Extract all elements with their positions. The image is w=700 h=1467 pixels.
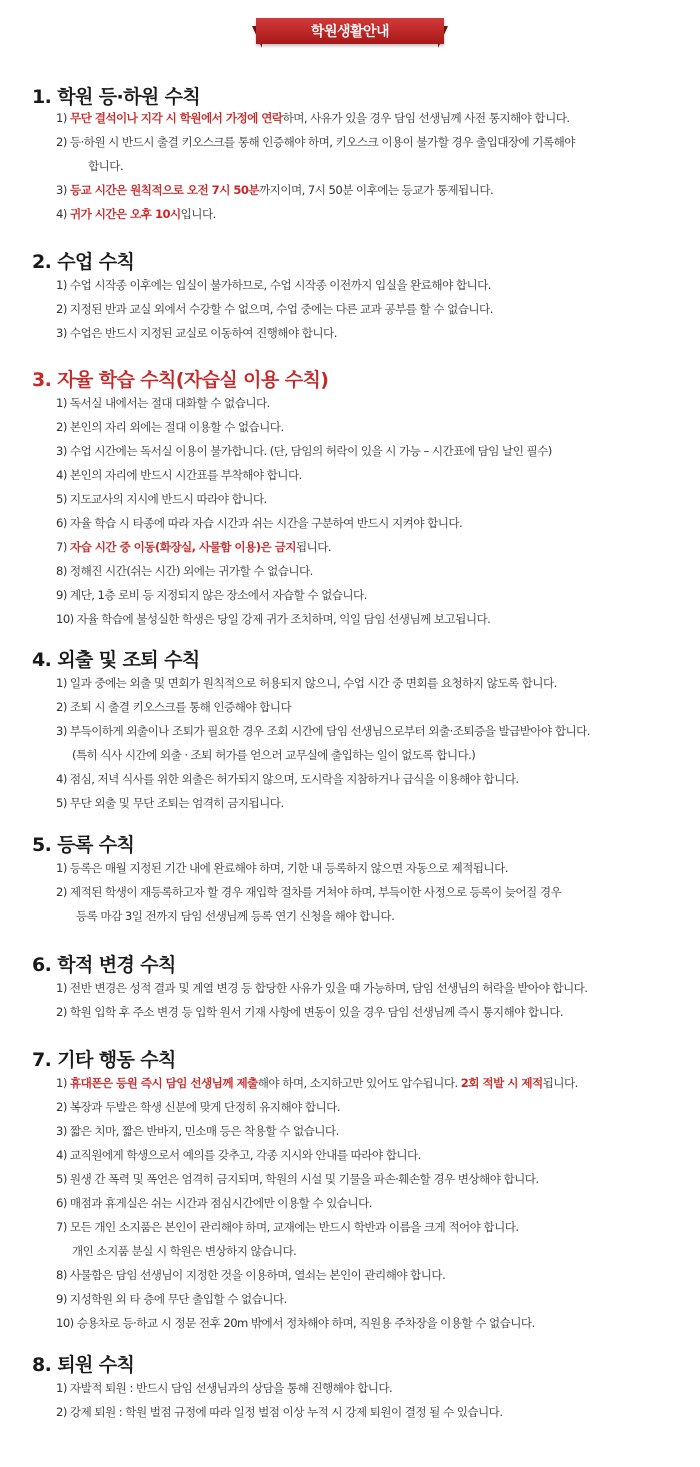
rule-item: 1) 전반 변경은 성적 결과 및 계열 변경 등 합당한 사유가 있을 때 가능하며, 담임 선생님의 허락을 받아야 합니다.: [56, 981, 588, 995]
rule-item: 2) 강제 퇴원 : 학원 벌점 규정에 따라 일정 벌점 이상 누적 시 강제 퇴원이 결정 될 수 있습니다.: [56, 1405, 503, 1419]
section-title: 6. 학적 변경 수칙: [32, 954, 176, 976]
rule-item: 6) 매점과 휴게실은 쉬는 시간과 점심시간에만 이용할 수 있습니다.: [56, 1196, 372, 1210]
rule-rest: 됩니다.: [295, 540, 331, 554]
rule-item-continued: 개인 소지품 분실 시 학원은 변상하지 않습니다.: [72, 1244, 297, 1258]
rule-item: 2) 학원 입학 후 주소 변경 등 입학 원서 기재 사항에 변동이 있을 경우 담임 선생님께 즉시 통지해야 합니다.: [56, 1005, 564, 1019]
rule-item: 9) 지성학원 외 타 층에 무단 출입할 수 없습니다.: [56, 1292, 287, 1306]
rule-item: 4) 교직원에게 학생으로서 예의를 갖추고, 각종 지시와 안내를 따라야 합니다.: [56, 1148, 421, 1162]
rule-item: 8) 사물함은 담임 선생님이 지정한 것을 이용하며, 열쇠는 본인이 관리해야 합니다.: [56, 1268, 446, 1282]
rule-rest: 입니다.: [180, 207, 216, 221]
rule-rest: 까지이며, 7시 50분 이후에는 등교가 통제됩니다.: [259, 183, 494, 197]
rule-highlight: 2회 적발 시 제적: [460, 1076, 543, 1090]
rule-prefix: 7): [56, 540, 70, 554]
rule-rest: 해야 하며, 소지하고만 있어도 압수됩니다.: [257, 1076, 461, 1090]
rule-item: 3) 짧은 치마, 짧은 반바지, 민소매 등은 착용할 수 없습니다.: [56, 1124, 339, 1138]
rule-rest: 됩니다.: [542, 1076, 578, 1090]
rule-item: 6) 자율 학습 시 타종에 따라 자습 시간과 쉬는 시간을 구분하여 반드시 지켜야 합니다.: [56, 516, 463, 530]
section-title: 4. 외출 및 조퇴 수칙: [32, 649, 200, 671]
rule-item: 4) 본인의 자리에 반드시 시간표를 부착해야 합니다.: [56, 468, 302, 482]
rule-item: 3) 수업은 반드시 지정된 교실로 이동하여 진행해야 합니다.: [56, 326, 337, 340]
rule-item-continued: 등록 마감 3일 전까지 담임 선생님께 등록 연기 신청을 해야 합니다.: [76, 909, 395, 923]
section-title: 3. 자율 학습 수칙(자습실 이용 수칙): [32, 369, 329, 391]
rule-item: 9) 계단, 1층 로비 등 지정되지 않은 장소에서 자습할 수 없습니다.: [56, 588, 367, 602]
section-title: 2. 수업 수칙: [32, 251, 135, 273]
rule-item: [56, 110, 570, 126]
rule-item: 3) 부득이하게 외출이나 조퇴가 필요한 경우 조회 시간에 담임 선생님으로부터 외출·조퇴증을 발급받아야 합니다.: [56, 724, 590, 738]
rule-item: 5) 원생 간 폭력 및 폭언은 엄격히 금지되며, 학원의 시설 및 기물을 파손·훼손할 경우 변상해야 합니다.: [56, 1172, 539, 1186]
rule-highlight: 귀가 시간은 오후 10시: [69, 207, 181, 221]
rule-highlight: 자습 시간 중 이동(화장실, 사물함 이용)은 금지: [69, 540, 296, 554]
rule-item: 5) 무단 외출 및 무단 조퇴는 엄격히 금지됩니다.: [56, 796, 284, 810]
rule-item: 5) 지도교사의 지시에 반드시 따라야 합니다.: [56, 492, 267, 506]
rule-item: 2) 제적된 학생이 재등록하고자 할 경우 재입학 절차를 거쳐야 하며, 부득이한 사정으로 등록이 늦어질 경우: [56, 885, 562, 899]
rule-item: 4) 점심, 저녁 식사를 위한 외출은 허가되지 않으며, 도시락을 지참하거나 급식을 이용해야 합니다.: [56, 772, 519, 786]
section-title: 8. 퇴원 수칙: [32, 1354, 135, 1376]
rule-item: 2) 복장과 두발은 학생 신분에 맞게 단정히 유지해야 합니다.: [56, 1100, 340, 1114]
rule-item: [56, 1075, 578, 1091]
rule-item: 10) 승용차로 등·하교 시 정문 전후 20m 밖에서 정차해야 하며, 직원용 주차장을 이용할 수 없습니다.: [56, 1316, 535, 1330]
rule-item-continued: (특히 식사 시간에 외출 · 조퇴 허가를 얻으러 교무실에 출입하는 일이 없도록 합니다.): [72, 748, 476, 762]
rule-item: 1) 독서실 내에서는 절대 대화할 수 없습니다.: [56, 396, 270, 410]
rule-item: 2) 등·하원 시 반드시 출결 키오스크를 통해 인증해야 하며, 키오스크 이용이 불가할 경우 출입대장에 기록해야: [56, 135, 575, 149]
rule-item: [56, 182, 493, 198]
rule-item: 1) 일과 중에는 외출 및 면회가 원칙적으로 허용되지 않으니, 수업 시간 중 면회를 요청하지 않도록 합니다.: [56, 676, 557, 690]
rule-item: 2) 지정된 반과 교실 외에서 수강할 수 없으며, 수업 중에는 다른 교과 공부를 할 수 없습니다.: [56, 302, 493, 316]
rule-item: [56, 206, 216, 222]
rule-prefix: 3): [56, 183, 70, 197]
rule-item: 1) 자발적 퇴원 : 반드시 담임 선생님과의 상담을 통해 진행해야 합니다.: [56, 1381, 393, 1395]
rule-highlight: 휴대폰은 등원 즉시 담임 선생님께 제출: [69, 1076, 258, 1090]
section-title: 7. 기타 행동 수칙: [32, 1049, 176, 1071]
section-title: 1. 학원 등·하원 수칙: [32, 86, 201, 108]
rule-item: [56, 539, 331, 555]
rule-prefix: 1): [56, 111, 70, 125]
rule-rest: 하며, 사유가 있을 경우 담임 선생님께 사전 통지해야 합니다.: [282, 111, 570, 125]
rule-item: 2) 본인의 자리 외에는 절대 이용할 수 없습니다.: [56, 420, 284, 434]
banner-title: 학원생활안내: [256, 18, 444, 44]
rule-item: 8) 정해진 시간(쉬는 시간) 외에는 귀가할 수 없습니다.: [56, 564, 313, 578]
rule-item: 7) 모든 개인 소지품은 본인이 관리해야 하며, 교재에는 반드시 학반과 이름을 크게 적어야 합니다.: [56, 1220, 519, 1234]
rule-item: 2) 조퇴 시 출결 키오스크를 통해 인증해야 합니다: [56, 700, 292, 714]
rule-item: 10) 자율 학습에 불성실한 학생은 당일 강제 귀가 조치하며, 익일 담임 선생님께 보고됩니다.: [56, 612, 491, 626]
rule-highlight: 무단 결석이나 지각 시 학원에서 가정에 연락: [69, 111, 283, 125]
rule-item: 1) 등록은 매월 지정된 기간 내에 완료해야 하며, 기한 내 등록하지 않으면 자동으로 제적됩니다.: [56, 861, 508, 875]
rule-item: 3) 수업 시간에는 독서실 이용이 불가합니다. (단, 담임의 허락이 있을 시 가능 – 시간표에 담임 날인 필수): [56, 444, 552, 458]
section-title: 5. 등록 수칙: [32, 834, 135, 856]
rule-prefix: 4): [56, 207, 70, 221]
rule-item-continued: 합니다.: [88, 159, 124, 173]
rule-prefix: 1): [56, 1076, 70, 1090]
banner: [252, 14, 452, 50]
rule-item: 1) 수업 시작종 이후에는 입실이 불가하므로, 수업 시작종 이전까지 입실을 완료해야 합니다.: [56, 278, 491, 292]
rule-highlight: 등교 시간은 원칙적으로 오전 7시 50분: [69, 183, 260, 197]
